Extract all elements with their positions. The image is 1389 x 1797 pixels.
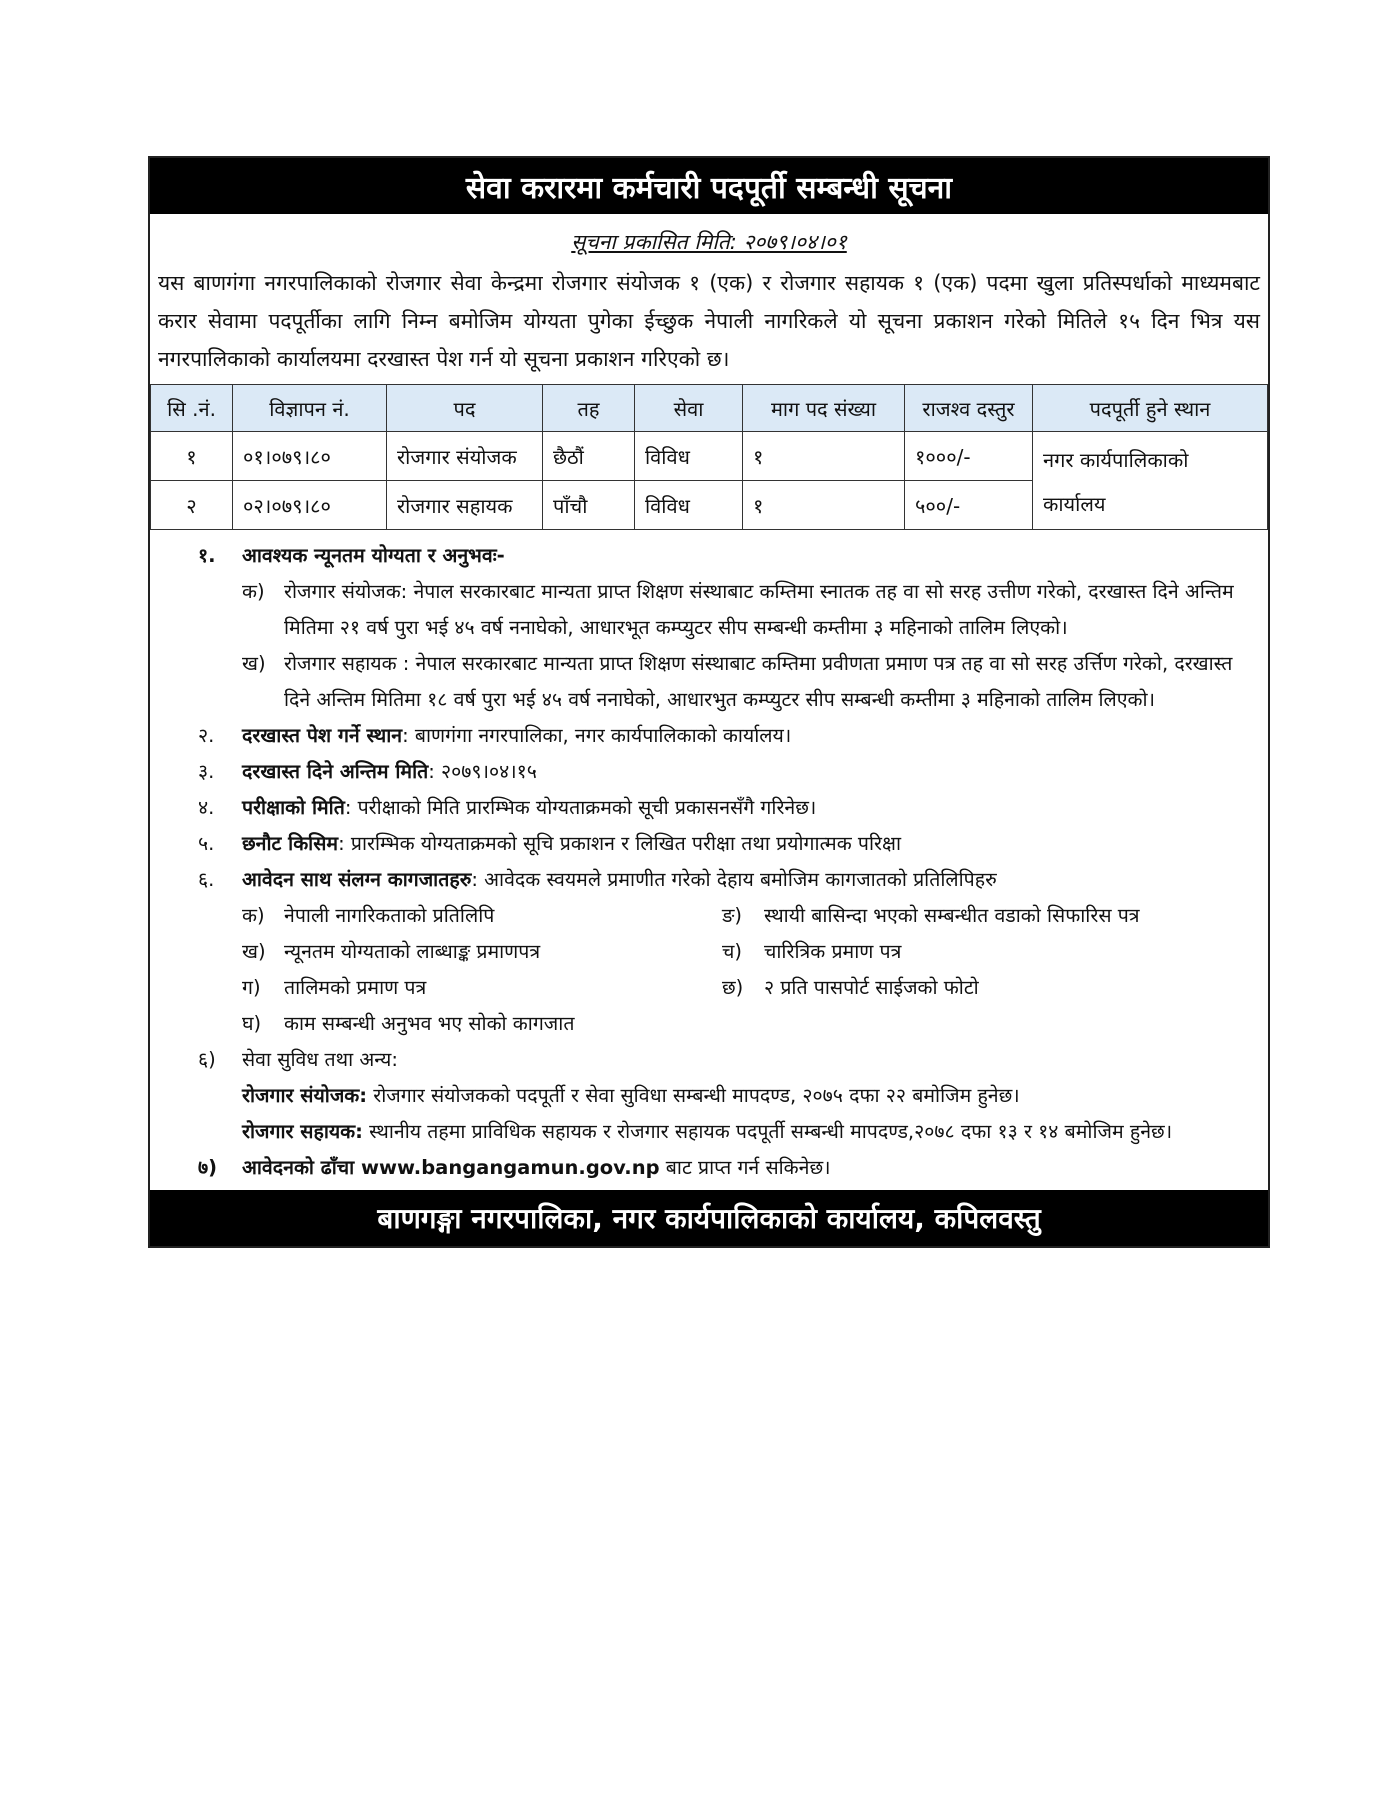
intro-paragraph: यस बाणगंगा नगरपालिकाको रोजगार सेवा केन्द्रमा रोजगार संयोजक १ (एक) र रोजगार सहायक १ (एक) पदमा खुला प्रतिस्पर्धाको माध्यमबाट करार सेवामा पदपूर्तीका लागि निम्न बमोजिम योग्यता पुगेका ईच्छुक नेपाली नागरिकले यो सूचना प्रकाशन गरेको मितिले १५ दिन भित्र यस नगरपालिकाको कार्यालयमा दरखास्त पेश गर्न यो सूचना प्रकाशन गरिएको छ। <box>158 271 1260 371</box>
table-header-row <box>151 385 1268 432</box>
vacancy-table <box>150 384 1268 530</box>
section-number: ५. <box>198 832 215 855</box>
section-text: : २०७९।०४।१५ <box>428 760 537 783</box>
doc-key: घ) <box>242 1012 262 1035</box>
section-service-facilities <box>198 1042 1256 1078</box>
item-key: क) <box>242 580 265 603</box>
doc-text: स्थायी बासिन्दा भएको सम्बन्धीत वडाको सिफारिस पत्र <box>764 904 1140 927</box>
cell-count: १ <box>743 432 905 481</box>
col-header: तह <box>543 385 635 432</box>
section-number: १. <box>198 544 216 567</box>
cell-level: छैठौं <box>543 432 635 481</box>
facility-heading: रोजगार संयोजक: <box>242 1084 368 1107</box>
section-number: ६. <box>198 868 215 891</box>
col-header: पदपूर्ती हुने स्थान <box>1033 385 1268 432</box>
section-number: ७) <box>198 1156 218 1179</box>
section-heading: सेवा सुविध तथा अन्य: <box>242 1048 398 1071</box>
doc-key: च) <box>722 940 742 963</box>
cell-ad-no: ०२।०७९।८० <box>233 481 387 530</box>
publication-date: सूचना प्रकासित मिति: २०७९।०४।०१ <box>571 230 847 254</box>
document-row <box>242 1006 1256 1042</box>
section-deadline <box>198 754 1256 790</box>
doc-key: ख) <box>242 940 266 963</box>
details-section <box>150 530 1268 1190</box>
doc-text: नेपाली नागरिकताको प्रतिलिपि <box>284 904 495 927</box>
cell-service: विविध <box>635 432 743 481</box>
col-header: सेवा <box>635 385 743 432</box>
cell-post: रोजगार सहायक <box>387 481 543 530</box>
section-submission-place <box>198 718 1256 754</box>
section-qualification <box>198 538 1256 574</box>
cell-fee: ५००/- <box>905 481 1033 530</box>
facility-assistant <box>242 1114 1256 1150</box>
item-text: रोजगार संयोजक: नेपाल सरकारबाट मान्यता प्राप्त शिक्षण संस्थाबाट कम्तिमा स्नातक तह वा सो सरह उत्तीण गरेको, दरखास्त दिने अन्तिम मितिमा २१ वर्ष पुरा भई ४५ वर्ष ननाघेको, आधारभूत कम्प्युटर सीप सम्बन्धी कम्तीमा ३ महिनाको तालिम लिएको। <box>284 580 1234 639</box>
item-text: रोजगार सहायक : नेपाल सरकारबाट मान्यता प्राप्त शिक्षण संस्थाबाट कम्तिमा प्रवीणता प्रमाण पत्र तह वा सो सरह उर्त्तिण गरेको, दरखास्त दिने अन्तिम मितिमा १८ वर्ष पुरा भई ४५ वर्ष ननाघेको, आधारभुत कम्प्युटर सीप सम्बन्धी कम्तीमा ३ महिनाको तालिम लिएको। <box>284 652 1233 711</box>
qualification-item <box>242 574 1256 646</box>
col-header: राजश्व दस्तुर <box>905 385 1033 432</box>
doc-key: क) <box>242 904 265 927</box>
section-text: : आवेदक स्वयमले प्रमाणीत गरेको देहाय बमोजिम कागजातको प्रतिलिपिहरु <box>471 868 997 891</box>
facility-text: स्थानीय तहमा प्राविधिक सहायक र रोजगार सहायक पदपूर्ती सम्बन्धी मापदण्ड,२०७८ दफा १३ र १४ बमोजिम हुनेछ। <box>362 1120 1173 1143</box>
section-heading: आवेदनको ढाँचा www.bangangamun.gov.np <box>242 1156 660 1179</box>
section-heading: दरखास्त दिने अन्तिम मिति <box>242 760 429 783</box>
section-text: : परीक्षाको मिति प्रारम्भिक योग्यताक्रमको सूची प्रकासनसँगै गरिनेछ। <box>344 796 817 819</box>
section-text: बाट प्राप्त गर्न सकिनेछ। <box>659 1156 831 1179</box>
section-application-format <box>198 1150 1256 1186</box>
cell-service: विविध <box>635 481 743 530</box>
section-number: २. <box>198 724 215 747</box>
section-number: ४. <box>198 796 215 819</box>
section-text: : प्रारम्भिक योग्यताक्रमको सूचि प्रकाशन र लिखित परीक्षा तथा प्रयोगात्मक परिक्षा <box>338 832 902 855</box>
notice-box <box>148 156 1270 1248</box>
section-heading: आवश्यक न्यूनतम योग्यता र अनुभवः- <box>242 544 505 567</box>
doc-text: तालिमको प्रमाण पत्र <box>284 976 427 999</box>
section-heading: दरखास्त पेश गर्ने स्थान <box>242 724 403 747</box>
notice-title: सेवा करारमा कर्मचारी पदपूर्ती सम्बन्धी सूचना <box>150 158 1268 214</box>
facility-text: रोजगार संयोजकको पदपूर्ती र सेवा सुविधा सम्बन्धी मापदण्ड, २०७५ दफा २२ बमोजिम हुनेछ। <box>367 1084 1020 1107</box>
doc-key: ग) <box>242 976 261 999</box>
col-header: सि .नं. <box>151 385 233 432</box>
col-header: पद <box>387 385 543 432</box>
cell-sn: १ <box>151 432 233 481</box>
section-heading: छनौट किसिम <box>242 832 339 855</box>
section-heading: आवेदन साथ संलग्न कागजातहरु <box>242 868 472 891</box>
table-row <box>151 432 1268 481</box>
doc-key: छ) <box>722 976 744 999</box>
facility-heading: रोजगार सहायक: <box>242 1120 363 1143</box>
section-documents <box>198 862 1256 898</box>
section-exam-date <box>198 790 1256 826</box>
section-number: ३. <box>198 760 215 783</box>
doc-text: काम सम्बन्धी अनुभव भए सोको कागजात <box>284 1012 575 1035</box>
doc-text: चारित्रिक प्रमाण पत्र <box>764 940 902 963</box>
cell-place: नगर कार्यपालिकाको कार्यालय <box>1033 432 1268 530</box>
qualification-item <box>242 646 1256 718</box>
document-row <box>242 970 1256 1006</box>
doc-key: ङ) <box>722 904 743 927</box>
document-row <box>242 934 1256 970</box>
cell-sn: २ <box>151 481 233 530</box>
item-key: ख) <box>242 652 266 675</box>
cell-level: पाँचौ <box>543 481 635 530</box>
cell-post: रोजगार संयोजक <box>387 432 543 481</box>
footer-bar: बाणगङ्गा नगरपालिका, नगर कार्यपालिकाको कार्यालय, कपिलवस्तु <box>150 1190 1268 1246</box>
section-heading: परीक्षाको मिति <box>242 796 345 819</box>
col-header: विज्ञापन नं. <box>233 385 387 432</box>
doc-text: न्यूनतम योग्यताको लाब्धाङ्क प्रमाणपत्र <box>284 940 541 963</box>
cell-fee: १०००/- <box>905 432 1033 481</box>
document-row <box>242 898 1256 934</box>
col-header: माग पद संख्या <box>743 385 905 432</box>
cell-ad-no: ०१।०७९।८० <box>233 432 387 481</box>
section-text: : बाणगंगा नगरपालिका, नगर कार्यपालिकाको कार्यालय। <box>402 724 792 747</box>
cell-count: १ <box>743 481 905 530</box>
section-number: ६) <box>198 1048 216 1071</box>
section-selection-method <box>198 826 1256 862</box>
doc-text: २ प्रति पासपोर्ट साईजको फोटो <box>764 976 979 999</box>
facility-coordinator <box>242 1078 1256 1114</box>
